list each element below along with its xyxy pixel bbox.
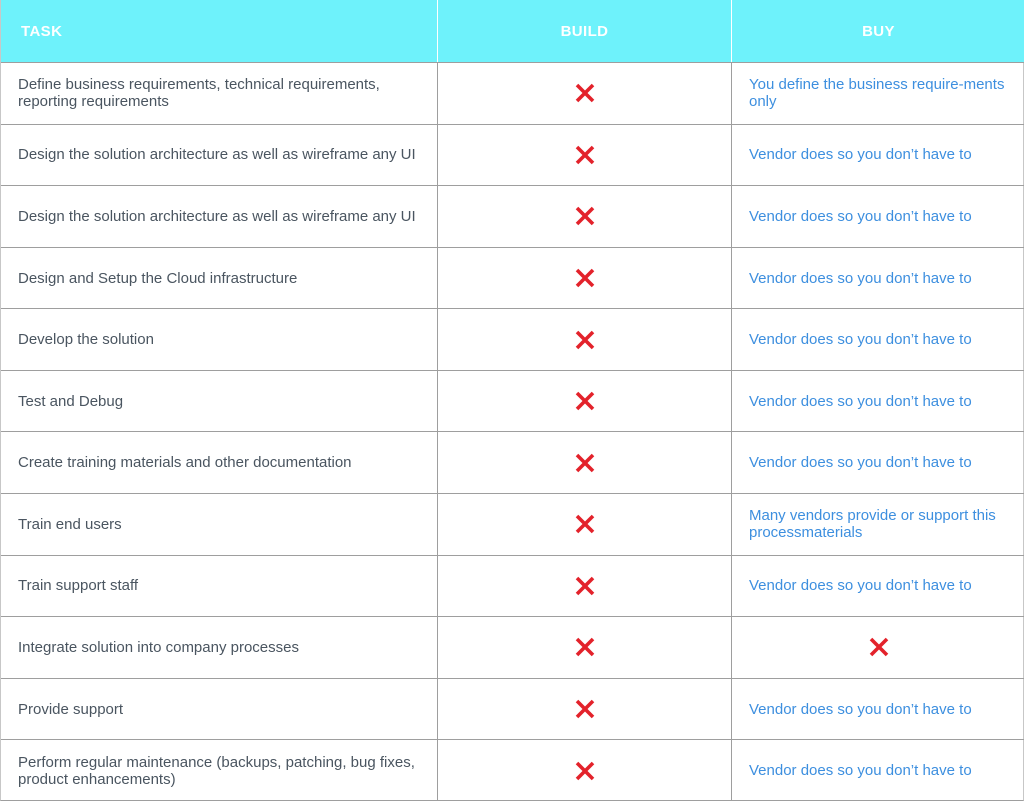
x-mark-icon	[868, 636, 890, 658]
buy-cell: You define the business require-ments only	[731, 62, 1024, 124]
buy-cell	[731, 616, 1024, 678]
build-cell	[437, 678, 731, 740]
build-cell	[437, 308, 731, 370]
x-mark-icon	[574, 698, 596, 720]
task-cell: Design and Setup the Cloud infrastructure	[1, 247, 437, 309]
x-mark-icon	[574, 452, 596, 474]
x-mark-icon	[574, 390, 596, 412]
buy-cell: Vendor does so you don’t have to	[731, 431, 1024, 493]
build-cell	[437, 247, 731, 309]
x-mark-icon	[574, 144, 596, 166]
buy-cell: Vendor does so you don’t have to	[731, 185, 1024, 247]
buy-cell: Vendor does so you don’t have to	[731, 308, 1024, 370]
buy-cell: Vendor does so you don’t have to	[731, 739, 1024, 801]
x-mark-icon	[574, 636, 596, 658]
header-build: BUILD	[437, 0, 731, 62]
buy-cell: Vendor does so you don’t have to	[731, 247, 1024, 309]
build-cell	[437, 431, 731, 493]
build-cell	[437, 62, 731, 124]
task-cell: Train support staff	[1, 555, 437, 617]
buy-cell: Vendor does so you don’t have to	[731, 124, 1024, 186]
task-cell: Perform regular maintenance (backups, patching, bug fixes, product enhancements)	[1, 739, 437, 801]
header-buy: BUY	[731, 0, 1024, 62]
build-cell	[437, 739, 731, 801]
buy-cell: Vendor does so you don’t have to	[731, 678, 1024, 740]
build-cell	[437, 493, 731, 555]
x-mark-icon	[574, 760, 596, 782]
task-cell: Design the solution architecture as well as wireframe any UI	[1, 185, 437, 247]
x-mark-icon	[574, 575, 596, 597]
task-cell: Test and Debug	[1, 370, 437, 432]
build-cell	[437, 185, 731, 247]
task-cell: Provide support	[1, 678, 437, 740]
task-cell: Design the solution architecture as well as wireframe any UI	[1, 124, 437, 186]
x-mark-icon	[574, 82, 596, 104]
task-cell: Train end users	[1, 493, 437, 555]
task-cell: Create training materials and other documentation	[1, 431, 437, 493]
task-cell: Integrate solution into company processes	[1, 616, 437, 678]
buy-cell: Vendor does so you don’t have to	[731, 555, 1024, 617]
buy-cell: Vendor does so you don’t have to	[731, 370, 1024, 432]
build-cell	[437, 124, 731, 186]
x-mark-icon	[574, 205, 596, 227]
task-cell: Define business requirements, technical requirements, reporting requirements	[1, 62, 437, 124]
build-cell	[437, 616, 731, 678]
x-mark-icon	[574, 267, 596, 289]
header-task: TASK	[1, 0, 437, 62]
task-cell: Develop the solution	[1, 308, 437, 370]
build-cell	[437, 370, 731, 432]
build-cell	[437, 555, 731, 617]
buy-cell: Many vendors provide or support this processmaterials	[731, 493, 1024, 555]
x-mark-icon	[574, 329, 596, 351]
x-mark-icon	[574, 513, 596, 535]
